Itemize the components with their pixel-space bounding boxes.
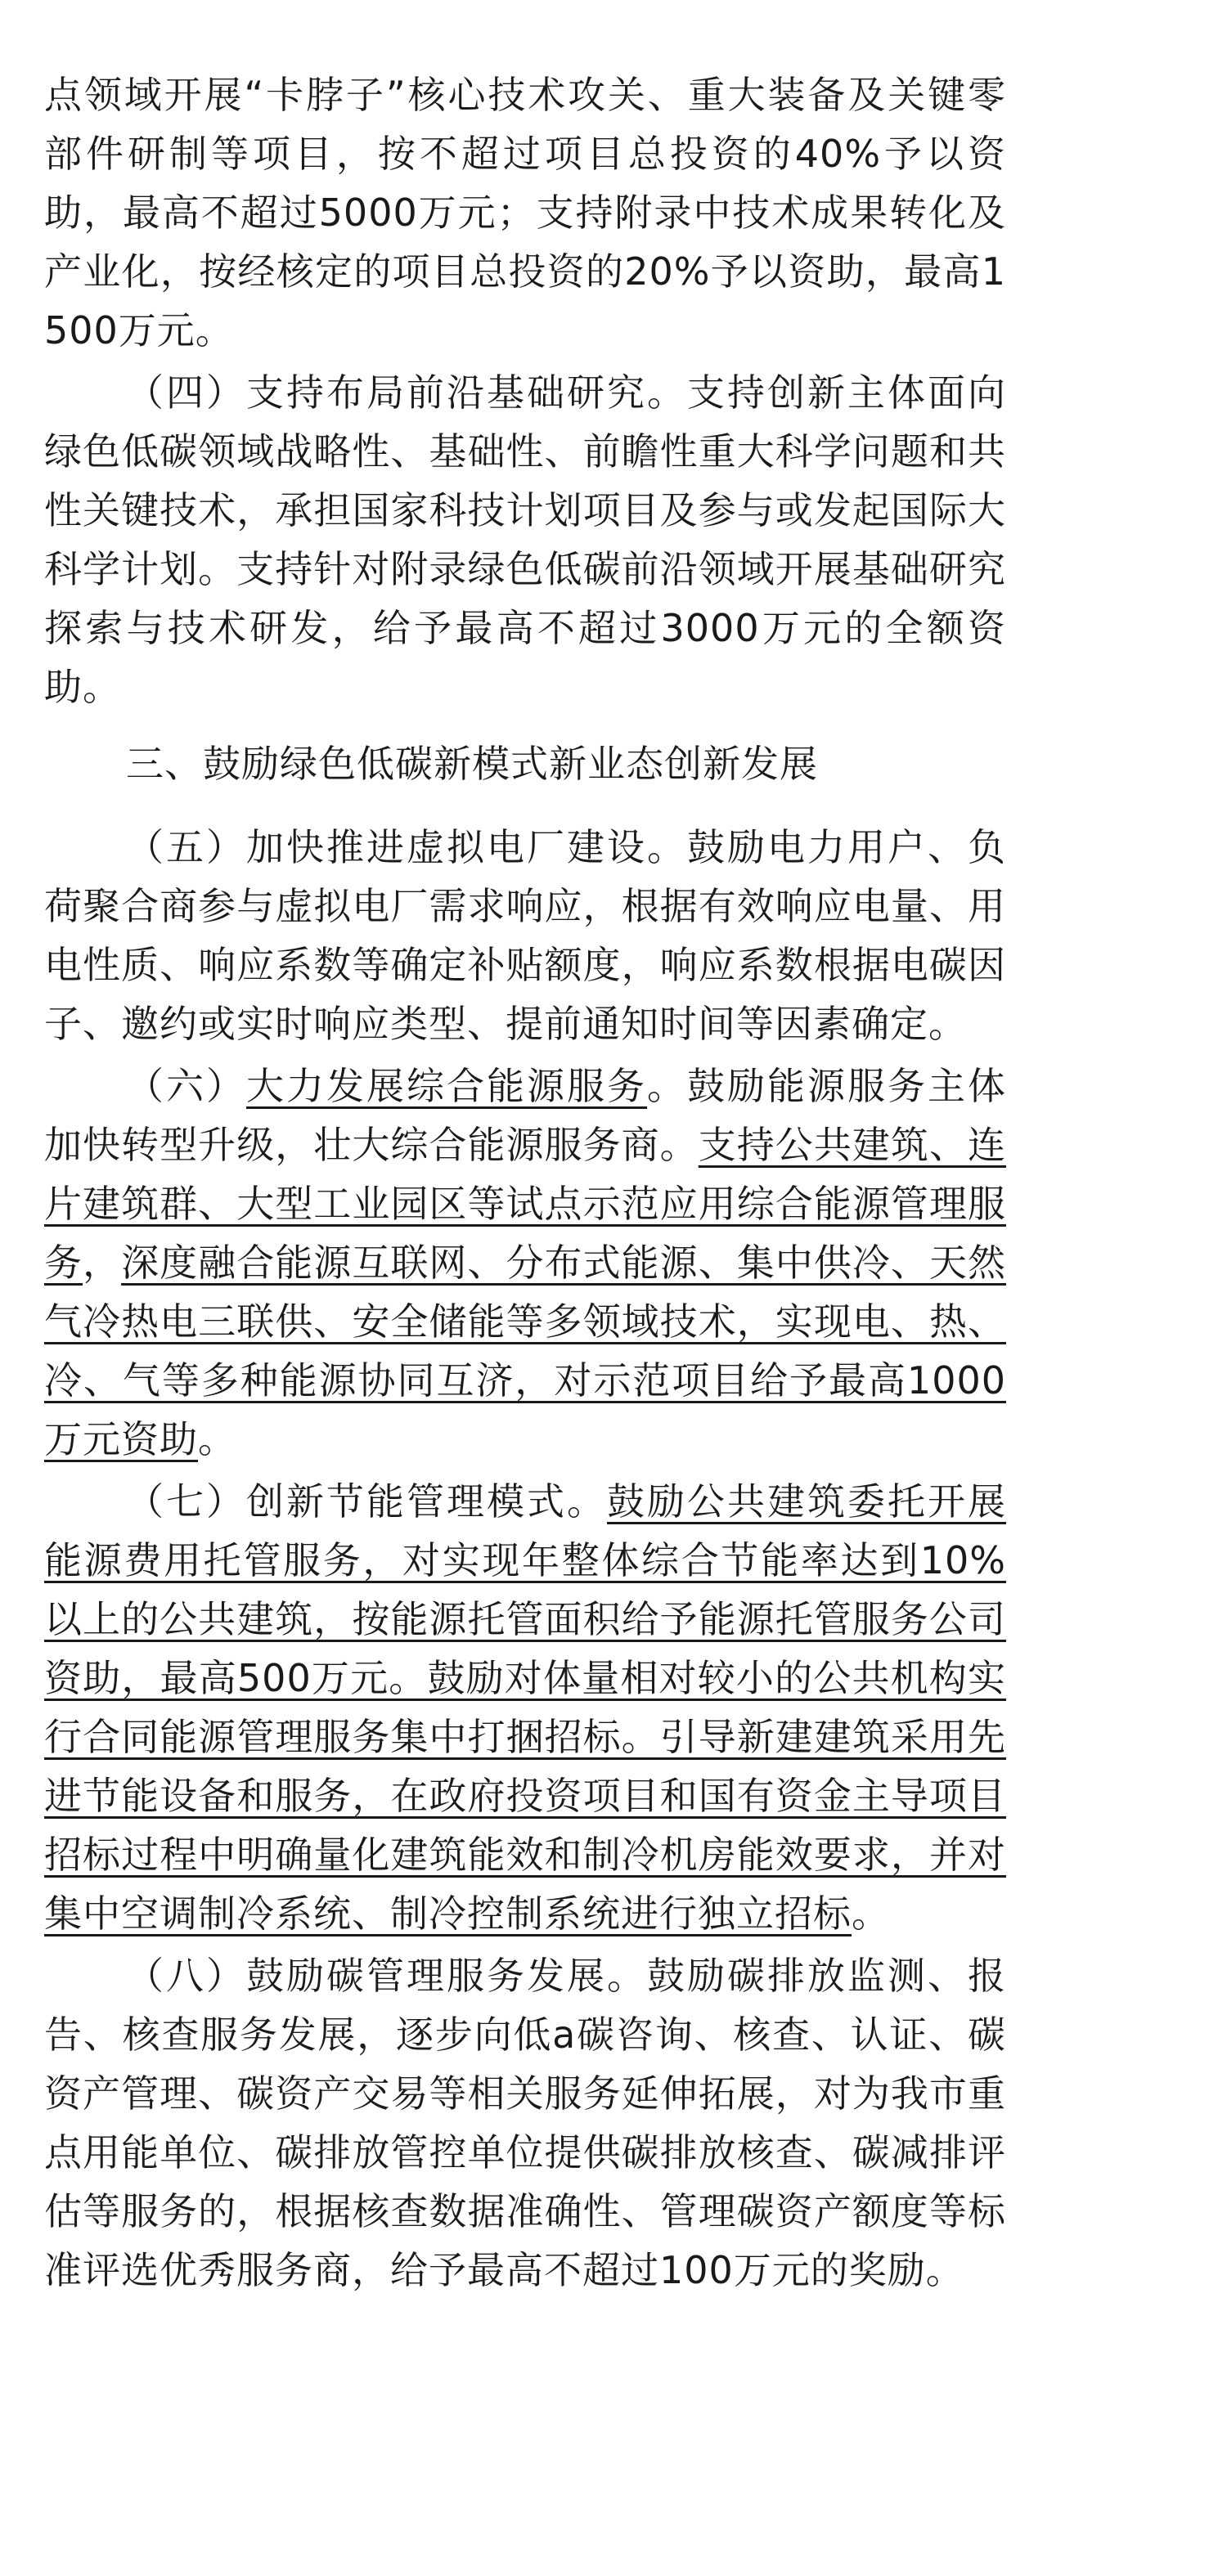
- paragraph-continuation: 点领域开展“卡脖子”核心技术攻关、重大装备及关键零部件研制等项目，按不超过项目总投资的40%予以资助，最高不超过5000万元；支持附录中技术成果转化及产业化，按经核定的项目总投资的20%予以资助，最高1500万元。: [44, 73, 1006, 352]
- paragraph-item-5: （五）加快推进虚拟电厂建设。鼓励电力用户、负荷聚合商参与虚拟电厂需求响应，根据有效响应电量、用电性质、响应系数等确定补贴额度，响应系数根据电碳因子、邀约或实时响应类型、提前通知时间等因素确定。: [44, 825, 1006, 1046]
- item-6-number: （六）: [126, 1064, 246, 1108]
- paragraph-item-6: [44, 1057, 1006, 1469]
- item-6-underlined-text-2: 深度融合能源互联网、分布式能源、集中供冷、天然气冷热电三联供、安全储能等多领域技术，实现电、热、冷、气等多种能源协同互济，对示范项目给予最高1000万元资助: [44, 1241, 1007, 1461]
- item-6-period: 。: [198, 1417, 236, 1461]
- section-heading-3: 三、鼓励绿色低碳新模式新业态创新发展: [126, 742, 818, 786]
- item-7-period: 。: [852, 1892, 890, 1936]
- item-6-text: 。鼓励能源服务主体加快转型升级，壮大综合能源服务商。: [44, 1064, 1006, 1167]
- item-7-title: （七）创新节能管理模式。: [126, 1479, 607, 1524]
- paragraph-item-8: （八）鼓励碳管理服务发展。鼓励碳排放监测、报告、核查服务发展，逐步向低a碳咨询、核查、认证、碳资产管理、碳资产交易等相关服务延伸拓展，对为我市重点用能单位、碳排放管控单位提供碳排放核查、碳减排评估等服务的，根据核查数据准确性、管理碳资产额度等标准评选优秀服务商，给予最高不超过100万元的奖励。: [44, 1954, 1006, 2292]
- item-6-underlined-text-1: 支持公共建筑、连片建筑群、大型工业园区等试点示范应用综合能源管理服务: [44, 1123, 1007, 1285]
- paragraph-item-7: [44, 1472, 1006, 1943]
- item-6-title-underlined: 大力发展综合能源服务: [246, 1064, 647, 1108]
- item-6-comma: ，: [83, 1241, 122, 1285]
- paragraph-item-4: （四）支持布局前沿基础研究。支持创新主体面向绿色低碳领域战略性、基础性、前瞻性重大科学问题和共性关键技术，承担国家科技计划项目及参与或发起国际大科学计划。支持针对附录绿色低碳前沿领域开展基础研究探索与技术研发，给予最高不超过3000万元的全额资助。: [44, 370, 1006, 709]
- item-7-underlined-text: 鼓励公共建筑委托开展能源费用托管服务，对实现年整体综合节能率达到10%以上的公共建筑，按能源托管面积给予能源托管服务公司资助，最高500万元。鼓励对体量相对较小的公共机构实行合同能源管理服务集中打捆招标。引导新建建筑采用先进节能设备和服务，在政府投资项目和国有资金主导项目招标过程中明确量化建筑能效和制冷机房能效要求，并对集中空调制冷系统、制冷控制系统进行独立招标: [44, 1479, 1006, 1936]
